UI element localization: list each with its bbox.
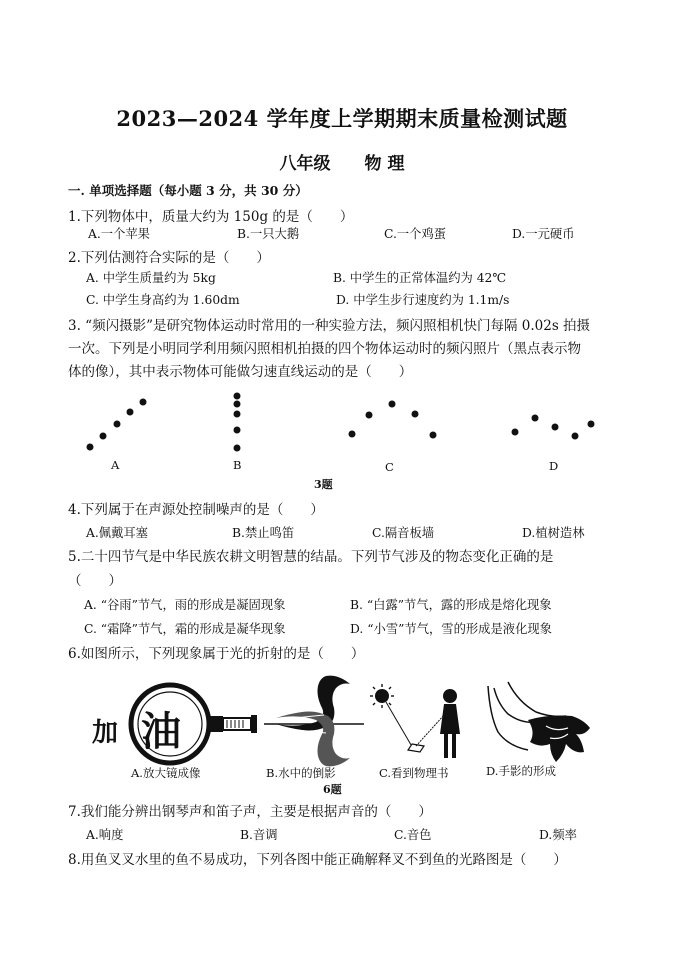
q2-option-d: D. 中学生步行速度约为 1.1m/s xyxy=(336,293,510,307)
q6-char-you: 油 xyxy=(141,708,181,755)
q6-caption-b: B.水中的倒影 xyxy=(266,766,336,780)
q3-figure xyxy=(80,390,620,470)
q5-line2: （ ） xyxy=(68,573,122,589)
q3-figure-caption: 3题 xyxy=(314,478,333,491)
q7-option-b: B.音调 xyxy=(240,828,278,842)
q1-option-a: A.一个苹果 xyxy=(88,227,150,241)
q7-option-d: D.频率 xyxy=(539,828,577,842)
exam-title: 2023—2024 学年度上学期期末质量检测试题 xyxy=(116,106,568,131)
q5-line1: 5.二十四节气是中华民族农耕文明智慧的结晶。下列节气涉及的物态变化正确的是 xyxy=(68,549,554,565)
q3-label-d: D xyxy=(549,459,559,473)
q7-stem: 7.我们能分辨出钢琴声和笛子声，主要是根据声音的（ ） xyxy=(68,804,432,820)
q3-line1: 3. “频闪摄影”是研究物体运动时常用的一种实验方法，频闪照相机快门每隔 0.02s 拍摄 xyxy=(68,318,591,334)
q3-line2: 一次。下列是小明同学利用频闪照相机拍摄的四个物体运动时的频闪照片（黑点表示物 xyxy=(68,341,581,357)
q4-option-d: D.植树造林 xyxy=(522,526,585,540)
q3-label-b: B xyxy=(233,458,242,472)
q6-char-jia: 加 xyxy=(92,718,119,748)
q4-option-c: C.隔音板墙 xyxy=(372,526,435,540)
q5-option-b: B. “白露”节气，露的形成是熔化现象 xyxy=(350,598,552,612)
hand-shadow-image xyxy=(484,680,592,768)
q6-figure-caption: 6题 xyxy=(323,783,342,796)
grade-label: 八年级 xyxy=(279,154,331,174)
q1-stem: 1.下列物体中，质量大约为 150g 的是（ ） xyxy=(68,209,354,225)
q3-label-c: C xyxy=(385,460,394,474)
exam-subtitle xyxy=(0,149,684,174)
q3-dots-d xyxy=(512,415,595,440)
q3-dots-a xyxy=(87,399,147,451)
q2-option-c: C. 中学生身高约为 1.60dm xyxy=(86,293,240,307)
q2-stem: 2.下列估测符合实际的是（ ） xyxy=(68,250,270,266)
reading-girl-image xyxy=(364,684,476,768)
q4-option-a: A.佩戴耳塞 xyxy=(86,526,148,540)
q7-option-a: A.响度 xyxy=(86,828,124,842)
q3-line3: 体的像），其中表示物体可能做匀速直线运动的是（ ） xyxy=(68,364,413,380)
q5-option-d: D. “小雪”节气，雪的形成是液化现象 xyxy=(350,622,552,636)
q3-dots-b xyxy=(234,393,241,452)
q6-caption-a: A.放大镜成像 xyxy=(131,766,201,780)
q2-option-b: B. 中学生的正常体温约为 42℃ xyxy=(333,271,507,285)
q8-stem: 8.用鱼叉叉水里的鱼不易成功，下列各图中能正确解释叉不到鱼的光路图是（ ） xyxy=(68,852,567,868)
q1-option-c: C.一个鸡蛋 xyxy=(384,227,447,241)
subject-label: 物 理 xyxy=(364,154,405,174)
q6-caption-d: D.手影的形成 xyxy=(486,764,556,778)
q5-option-a: A. “谷雨”节气，雨的形成是凝固现象 xyxy=(84,598,286,612)
crane-reflection-image xyxy=(264,672,364,768)
q7-option-c: C.音色 xyxy=(394,828,432,842)
q1-option-d: D.一元硬币 xyxy=(512,227,575,241)
section-heading: 一. 单项选择题（每小题 3 分，共 30 分） xyxy=(68,183,308,198)
q6-stem: 6.如图所示，下列现象属于光的折射的是（ ） xyxy=(68,646,365,662)
q6-caption-c: C.看到物理书 xyxy=(379,766,449,780)
q4-stem: 4.下列属于在声源处控制噪声的是（ ） xyxy=(68,502,324,518)
q3-label-a: A xyxy=(111,458,120,472)
q5-option-c: C. “霜降”节气，霜的形成是凝华现象 xyxy=(84,622,286,636)
q1-option-b: B.一只大鹅 xyxy=(237,227,300,241)
q2-option-a: A. 中学生质量约为 5kg xyxy=(86,271,216,285)
q4-option-b: B.禁止鸣笛 xyxy=(232,526,295,540)
q3-dots-c xyxy=(349,401,437,439)
